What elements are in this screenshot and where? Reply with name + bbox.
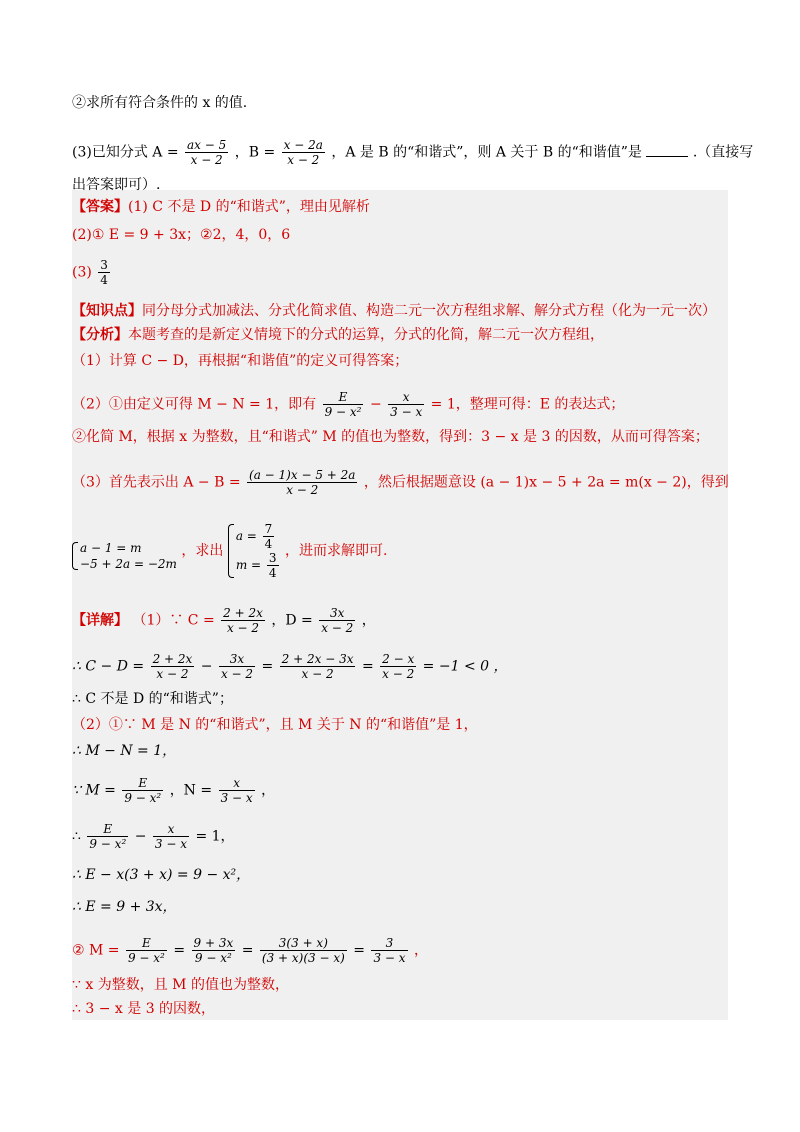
- analysis-intro: 【分析】本题考查的是新定义情境下的分式的运算，分式的化简，解二元一次方程组，: [72, 327, 604, 343]
- detail-m-n-definitions: ∵ M = $\frac{E}{\text{9 − x²}}$ ，N = $\frac{x}{3 - x}$ ，: [72, 776, 276, 805]
- detail-m-simplify: ② M = $\frac{E}{\text{9 − x²}}$ = $\frac{9 + 3x}{\text{9 − x²}}$ = $\frac{3(3 + x)}{(3 + x)(3 - x)}$ = $\frac{3}{3 - x}$ ，: [72, 936, 428, 965]
- answer-line-3: (3) $\frac{3}{4}$: [72, 258, 108, 287]
- knowledge-points: 【知识点】同分母分式加减法、分式化简求值、构造二元一次方程组求解、解分式方程（化为一元一次）: [72, 303, 716, 319]
- analysis-step-3: ②化简 M，根据 x 为整数，且“和谐式” M 的值也为整数，得到：3 − x 是 3 的因数，从而可得答案；: [72, 429, 709, 445]
- analysis-fraction-a-b: $\frac{(a - 1)x - 5 + 2a}{x - 2}$: [249, 468, 356, 497]
- detail-equation: ∴ $\frac{E}{\text{9 − x²}}$ − $\frac{x}{3 - x}$ = 1，: [72, 822, 235, 851]
- question-3-continued: 出答案即可）.: [72, 177, 161, 193]
- answer-line-1: 【答案】(1) C 不是 D 的“和谐式”，理由见解析: [72, 199, 370, 215]
- detail-factor-condition: ∴ 3 − x 是 3 的因数，: [72, 1001, 216, 1017]
- fraction-a: $\frac{ax - 5}{x - 2}$: [187, 138, 227, 167]
- detail-e-result: ∴ E = 9 + 3x，: [72, 899, 177, 915]
- analysis-step-4: （3）首先表示出 A − B = $\frac{(a - 1)x - 5 + 2a}{x - 2}$ ，然后根据题意设 (a − 1)x − 5 + 2a = m(x − 2)，得到: [72, 468, 729, 497]
- detail-m-minus-n: ∴ M − N = 1，: [72, 743, 177, 759]
- equation-system-1: a − 1 = m −5 + 2a = −2m: [72, 540, 177, 572]
- equation-system-2: a = $\frac{7}{4}$ m = $\frac{3}{4}$: [228, 522, 281, 580]
- analysis-step-5: a − 1 = m −5 + 2a = −2m ，求出 a = $\frac{7}{4}$ m = $\frac{3}{4}$ ，进而求解即可.: [72, 522, 728, 580]
- analysis-fraction-x: $\frac{x}{3 - x}$: [390, 390, 423, 419]
- fraction-b: $\frac{x - 2a}{x - 2}$: [283, 138, 323, 167]
- detail-conclusion-1: ∴ C 不是 D 的“和谐式”；: [72, 691, 233, 707]
- analysis-fraction-e: $\frac{E}{\text{9 − x²}}$: [324, 390, 362, 419]
- fraction-c: $\frac{2 + 2x}{x - 2}$: [223, 606, 263, 635]
- fraction-d: $\frac{3x}{x - 2}$: [321, 606, 354, 635]
- answer-blank: [646, 144, 688, 157]
- analysis-step-1: （1）计算 C − D，再根据“和谐值”的定义可得答案；: [72, 353, 409, 369]
- answer-line-2: (2)① E = 9 + 3x；②2，4，0，6: [72, 227, 291, 243]
- question-3: (3)已知分式 A = $\frac{ax - 5}{x - 2}$ ，B = $\frac{x - 2a}{x - 2}$ ，A 是 B 的“和谐式”，则 A 关于 B 的“和谐值”是 .（直接写: [72, 138, 754, 167]
- detail-e-expansion: ∴ E − x(3 + x) = 9 − x²，: [72, 867, 251, 883]
- question-2-part-2: ②求所有符合条件的 x 的值.: [72, 95, 248, 111]
- analysis-step-2: （2）①由定义可得 M − N = 1，即有 $\frac{E}{\text{9 − x²}}$ − $\frac{x}{3 - x}$ = 1，整理可得：E 的表达式；: [72, 390, 625, 419]
- detail-step-2: （2）①∵ M 是 N 的“和谐式”，且 M 关于 N 的“和谐值”是 1，: [72, 717, 478, 733]
- detail-c-minus-d: ∴ C − D = $\frac{2 + 2x}{x - 2}$ − $\frac{3x}{x - 2}$ = $\frac{2 + 2x - 3x}{x - 2}$ = $\frac{2 - x}{x - 2}$ = −1 < 0 ，: [72, 652, 508, 681]
- detail-step-1: 【详解】 （1）∵ C = $\frac{2 + 2x}{x - 2}$ ，D = $\frac{3x}{x - 2}$ ，: [72, 606, 376, 635]
- answer-fraction: $\frac{3}{4}$: [100, 258, 108, 287]
- detail-integer-condition: ∵ x 为整数，且 M 的值也为整数，: [72, 977, 289, 993]
